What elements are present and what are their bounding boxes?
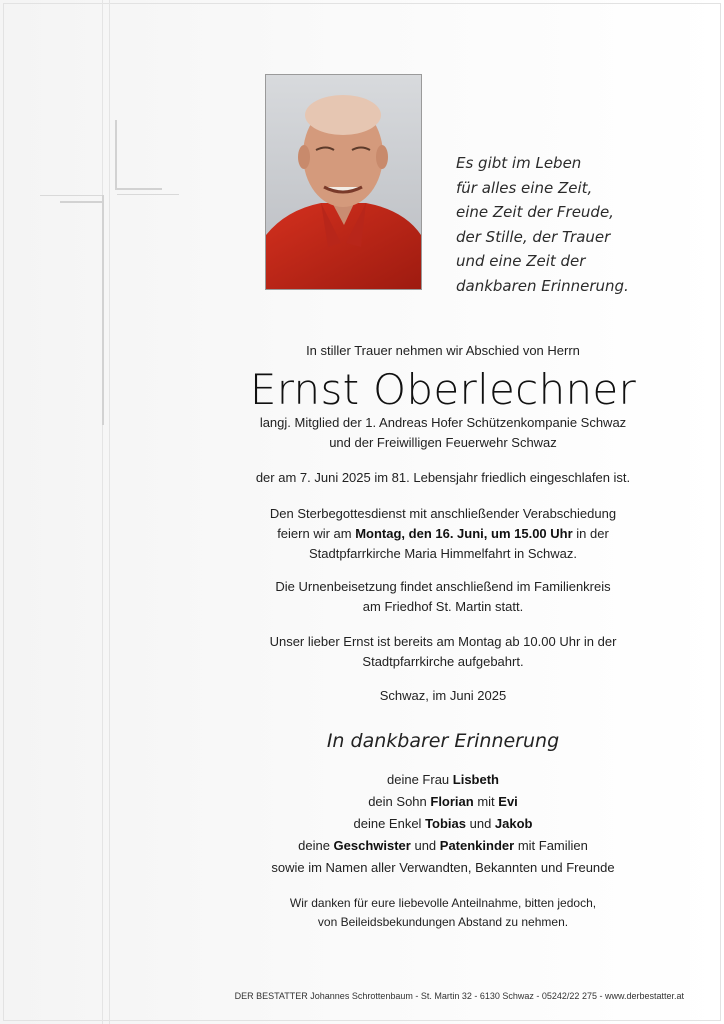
lying-in-state-line: Stadtpfarrkirche aufgebahrt.: [362, 654, 524, 669]
mourner-line: deine Geschwister und Patenkinder mit Familien: [298, 838, 588, 853]
poem-line: für alles eine Zeit,: [456, 178, 593, 197]
urn-line: Die Urnenbeisetzung findet anschließend im Familienkreis: [275, 579, 611, 594]
service-date: Montag, den 16. Juni, um 15.00 Uhr: [355, 526, 573, 541]
mourner-line: sowie im Namen aller Verwandten, Bekannten und Freunde: [271, 860, 615, 875]
thanks-note: [226, 894, 660, 932]
decor-line-left: [102, 0, 103, 1024]
intro-line: In stiller Trauer nehmen wir Abschied von Herrn: [306, 343, 580, 358]
undertaker-brand: DER BESTATTER: [234, 991, 308, 1001]
mourner-line: dein Sohn Florian mit Evi: [368, 794, 518, 809]
place-date-line: Schwaz, im Juni 2025: [379, 688, 507, 703]
service-line: Stadtpfarrkirche Maria Himmelfahrt in Schwaz.: [308, 546, 578, 561]
mourners-list: [226, 769, 660, 879]
thanks-line: von Beileidsbekundungen Abstand zu nehmen.: [317, 915, 569, 929]
poem-line: dankbaren Erinnerung.: [456, 276, 629, 295]
thanks-line: Wir danken für eure liebevolle Anteilnahme, bitten jedoch,: [289, 896, 597, 910]
lying-in-state-line: Unser lieber Ernst ist bereits am Montag ab 10.00 Uhr in der: [269, 634, 617, 649]
poem-line: der Stille, der Trauer: [456, 227, 611, 246]
undertaker-contact: Johannes Schrottenbaum - St. Martin 32 - 6130 Schwaz - 05242/22 275 - www.derbestatter.at: [307, 991, 684, 1001]
intro-text: [226, 341, 660, 361]
lying-in-state-info: [226, 632, 660, 672]
urn-info: [226, 577, 660, 617]
urn-line: am Friedhof St. Martin statt.: [362, 599, 524, 614]
portrait-photo: [265, 74, 422, 290]
mourner-line: deine Frau Lisbeth: [387, 772, 499, 787]
decor-line-right: [109, 0, 110, 1024]
affiliation-line: und der Freiwilligen Feuerwehr Schwaz: [329, 435, 557, 450]
service-line: Den Sterbegottesdienst mit anschließender Verabschiedung: [269, 506, 617, 521]
death-notice: [226, 468, 660, 488]
gratitude-title: In dankbarer Erinnerung: [326, 730, 560, 752]
poem-line: eine Zeit der Freude,: [456, 203, 614, 221]
death-notice-line: der am 7. Juni 2025 im 81. Lebensjahr friedlich eingeschlafen ist.: [255, 470, 631, 485]
service-info: [226, 504, 660, 564]
poem: [456, 151, 696, 298]
place-date: [226, 686, 660, 706]
affiliation: [226, 413, 660, 453]
deceased-name: Ernst Oberlechner: [249, 365, 637, 414]
affiliation-line: langj. Mitglied der 1. Andreas Hofer Schützenkompanie Schwaz: [259, 415, 627, 430]
undertaker-footer: [235, 991, 684, 1001]
service-line: feiern wir am Montag, den 16. Juni, um 15.00 Uhr in der: [277, 526, 609, 541]
poem-line: und eine Zeit der: [456, 252, 586, 270]
poem-line: Es gibt im Leben: [456, 154, 582, 172]
mourner-line: deine Enkel Tobias und Jakob: [353, 816, 533, 831]
